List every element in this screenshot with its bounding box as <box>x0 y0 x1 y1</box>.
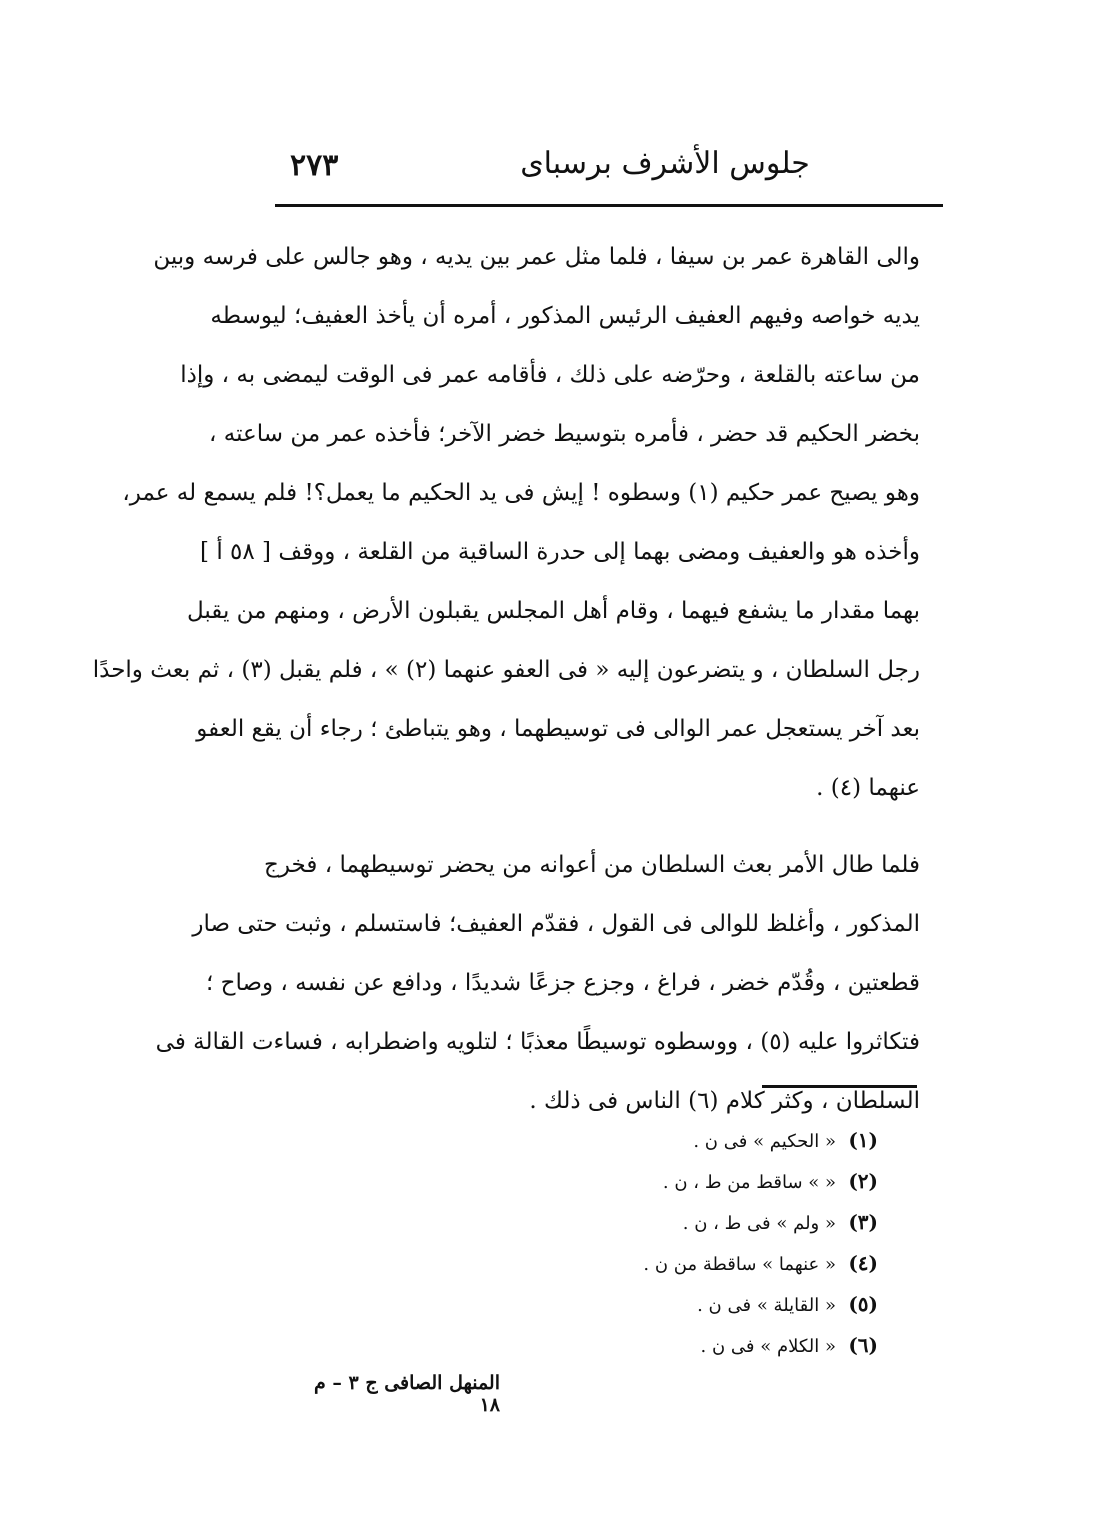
footnote-number: (١) <box>848 1128 878 1152</box>
signature-mark: المنهل الصافى ج ٣ – م ١٨ <box>313 1372 500 1416</box>
text-line: وهو يصيح عمر حكيم (١) وسطوه ! إيش فى يد الحكيم ما يعمل؟! فلم يسمع له عمر، <box>122 480 920 506</box>
footnote-text: « ولم » فى ط ، ن . <box>682 1213 836 1234</box>
paragraph-1 <box>92 228 920 818</box>
header-rule <box>275 204 943 207</box>
body-text <box>92 228 920 1131</box>
footnote-text: « الحكيم » فى ن . <box>693 1131 836 1152</box>
page-number: ٢٧٣ <box>290 148 339 183</box>
text-line: من ساعته بالقلعة ، وحرّضه على ذلك ، فأقامه عمر فى الوقت ليمضى به ، وإذا <box>180 362 920 388</box>
footnotes <box>560 1120 878 1366</box>
text-line: والى القاهرة عمر بن سيفا ، فلما مثل عمر بين يديه ، وهو جالس على فرسه وبين <box>153 244 920 270</box>
paragraph-gap <box>268 818 920 836</box>
text-line: السلطان ، وكثر كلام (٦) الناس فى ذلك . <box>529 1088 920 1114</box>
text-line: فتكاثروا عليه (٥) ، ووسطوه توسيطًا معذبًا ؛ لتلويه واضطرابه ، فساءت القالة فى <box>155 1029 920 1055</box>
footnote-text: « الكلام » فى ن . <box>700 1336 836 1357</box>
footnote <box>560 1202 878 1243</box>
footnote-text: « القايلة » فى ن . <box>697 1295 836 1316</box>
page-header <box>290 146 945 196</box>
text-line: وأخذه هو والعفيف ومضى بهما إلى حدرة الساقية من القلعة ، ووقف [ ٥٨ أ ] <box>200 539 920 565</box>
footnote-number: (٥) <box>848 1292 878 1316</box>
running-title: جلوس الأشرف برسباى <box>520 146 810 181</box>
footnote-number: (٢) <box>848 1169 878 1193</box>
text-line: عنهما (٤) . <box>816 775 920 801</box>
text-line: رجل السلطان ، و يتضرعون إليه « فى العفو عنهما (٢) » ، فلم يقبل (٣) ، ثم بعث واحدًا <box>92 657 920 683</box>
footnote <box>560 1325 878 1366</box>
text-line: بعد آخر يستعجل عمر الوالى فى توسيطهما ، وهو يتباطئ ؛ رجاء أن يقع العفو <box>196 716 920 742</box>
footnote <box>560 1161 878 1202</box>
text-line: قطعتين ، وقُدّم خضر ، فراغ ، وجزع جزعًا شديدًا ، ودافع عن نفسه ، وصاح ؛ <box>206 970 920 996</box>
footnote <box>560 1284 878 1325</box>
footnote-number: (٤) <box>848 1251 878 1275</box>
footnote-number: (٣) <box>848 1210 878 1234</box>
text-line: فلما طال الأمر بعث السلطان من أعوانه من يحضر توسيطهما ، فخرج <box>264 852 920 878</box>
footnote-text: « عنهما » ساقطة من ن . <box>643 1254 836 1275</box>
footnote-rule <box>762 1085 917 1088</box>
text-line: المذكور ، وأغلظ للوالى فى القول ، فقدّم العفيف؛ فاستسلم ، وثبت حتى صار <box>192 911 920 937</box>
text-line: بخضر الحكيم قد حضر ، فأمره بتوسيط خضر الآخر؛ فأخذه عمر من ساعته ، <box>209 421 920 447</box>
text-line: بهما مقدار ما يشفع فيهما ، وقام أهل المجلس يقبلون الأرض ، ومنهم من يقبل <box>186 598 920 624</box>
footnote <box>560 1120 878 1161</box>
footnote-number: (٦) <box>848 1333 878 1357</box>
footnote <box>560 1243 878 1284</box>
footnote-text: « » ساقط من ط ، ن . <box>662 1172 836 1193</box>
text-line: يديه خواصه وفيهم العفيف الرئيس المذكور ، أمره أن يأخذ العفيف؛ ليوسطه <box>210 303 920 329</box>
